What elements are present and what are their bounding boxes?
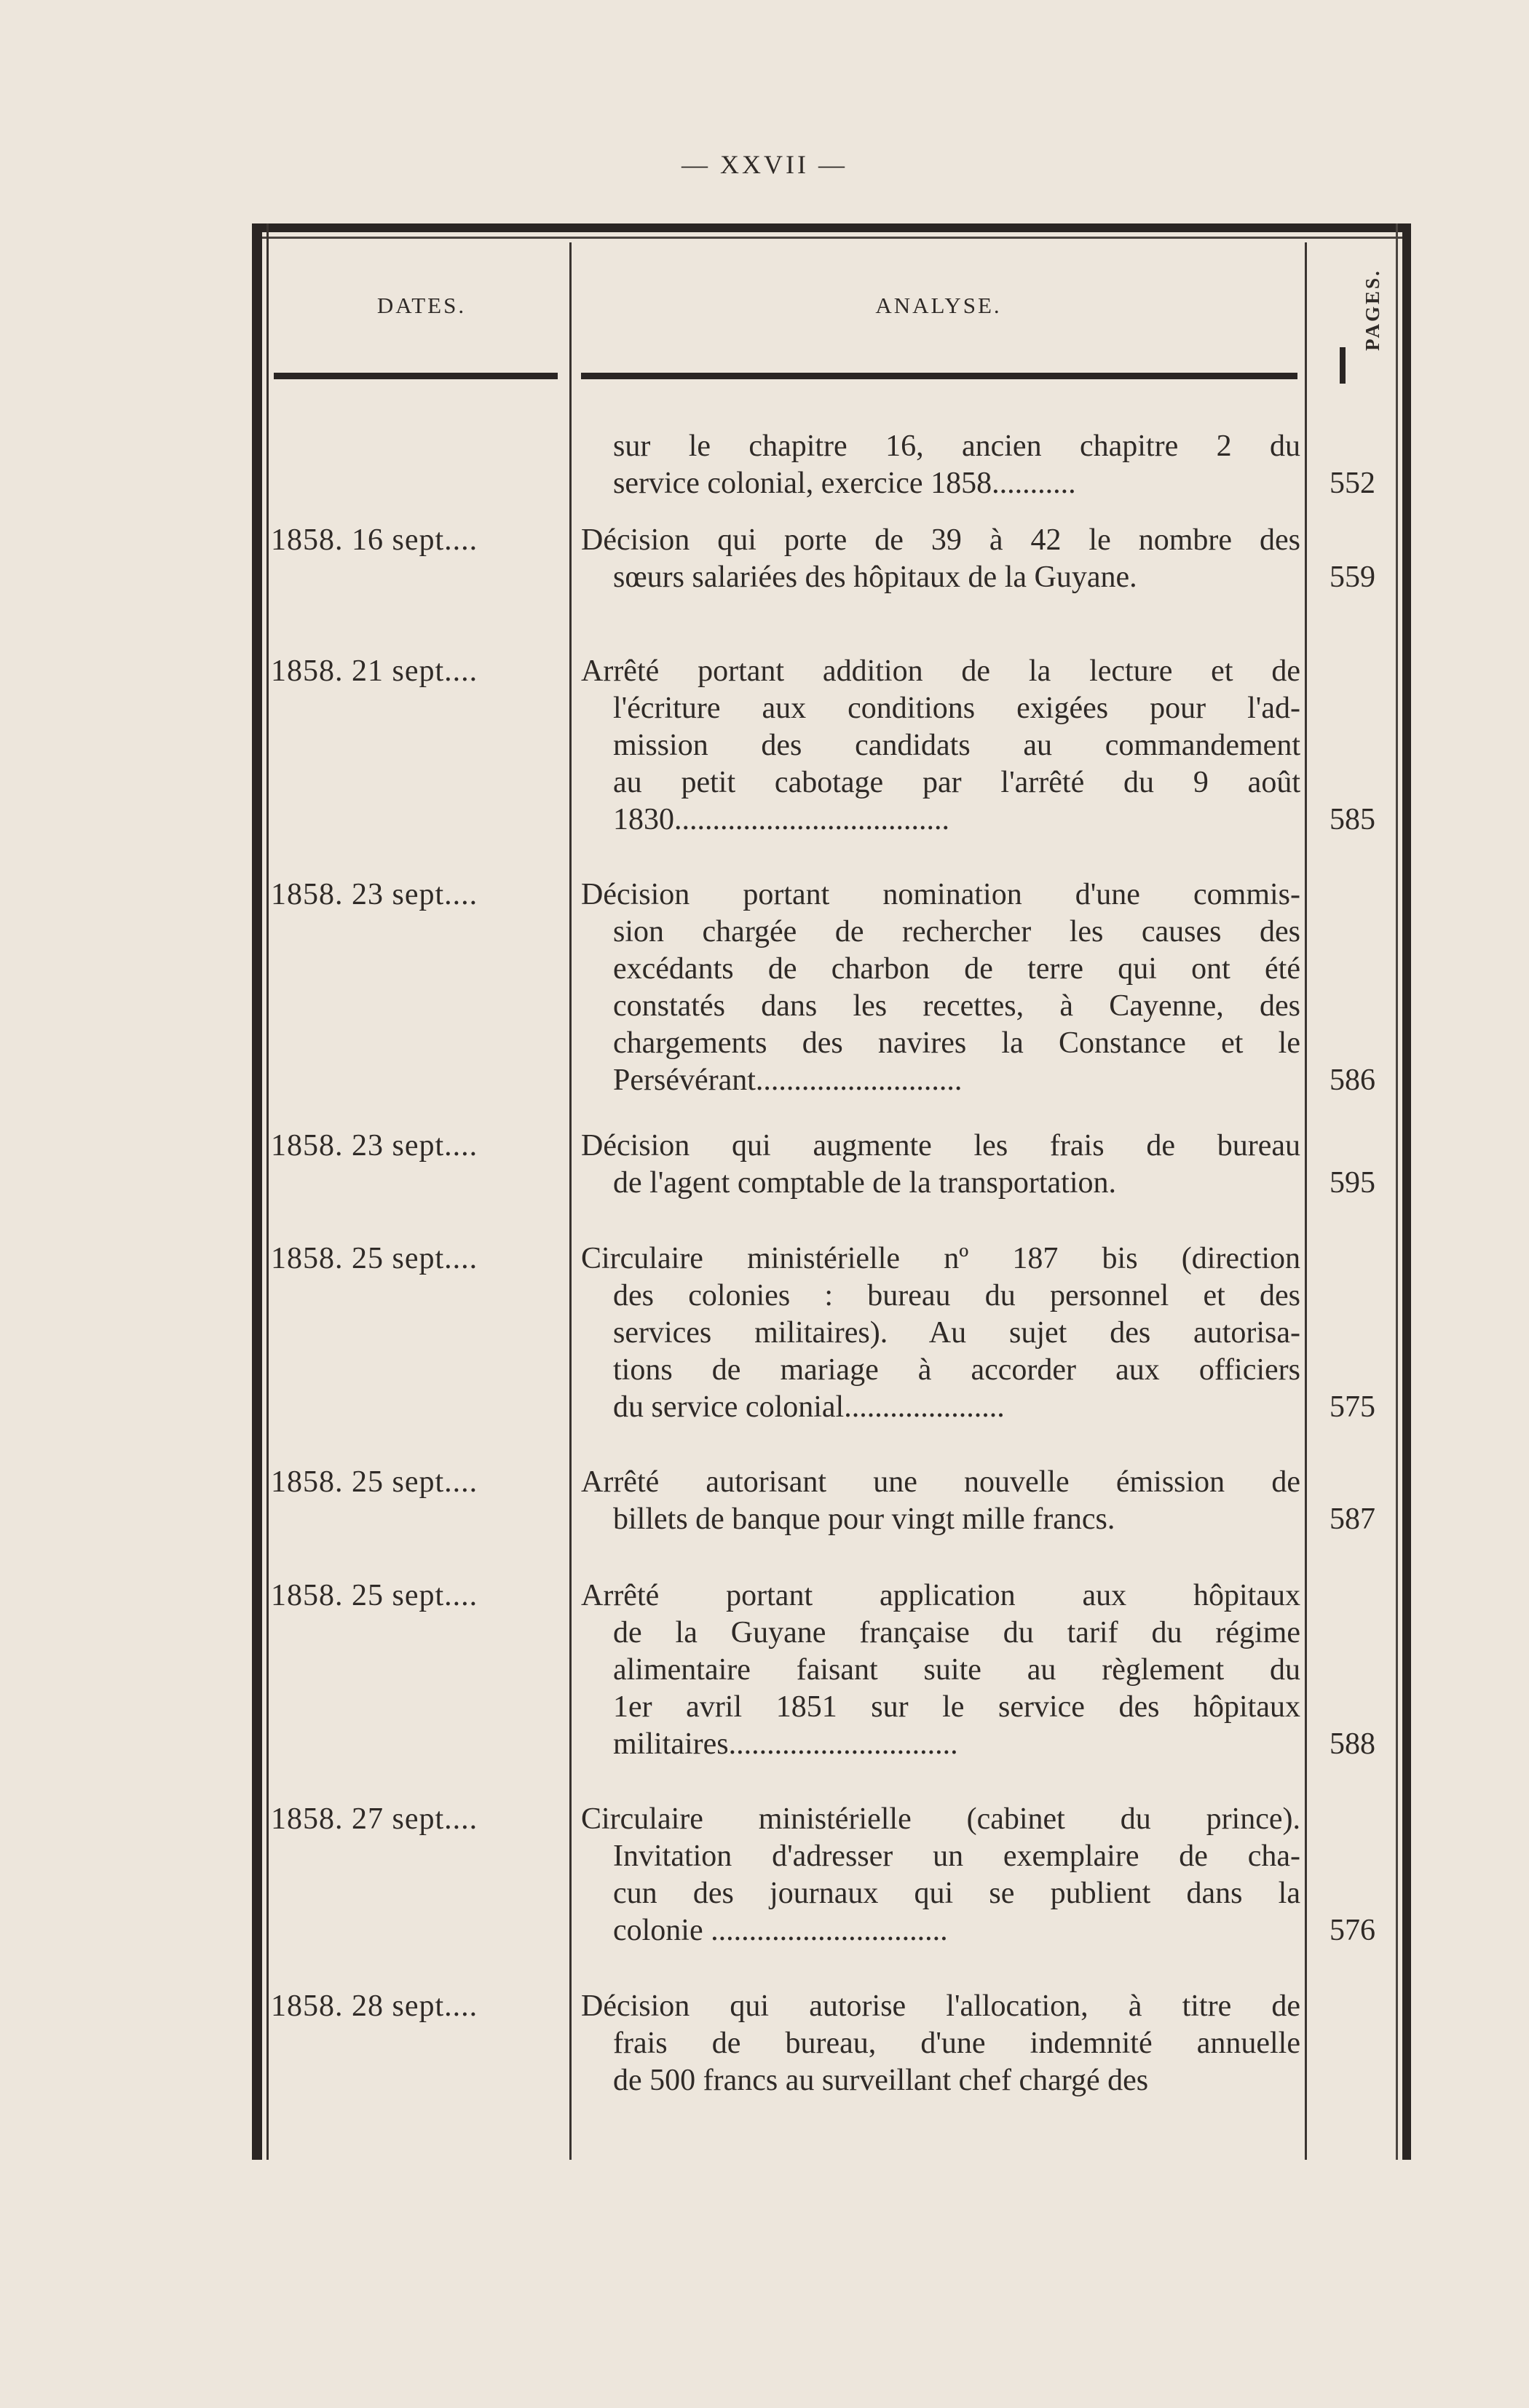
entry-page-number: 595: [1330, 1166, 1375, 1200]
entry-date: 1858. 25 sept....: [271, 1579, 478, 1612]
analysis-line: Décision portant nomination d'une commis-: [581, 878, 1300, 911]
entry-page-number: 588: [1330, 1727, 1375, 1761]
entry-page-number: 575: [1330, 1390, 1375, 1424]
entry-date: 1858. 25 sept....: [271, 1242, 478, 1275]
entry-date: 1858. 27 sept....: [271, 1802, 478, 1836]
entry-page-number: 586: [1330, 1064, 1375, 1097]
dates-header-underline: [274, 373, 558, 379]
analysis-line: Décision qui porte de 39 à 42 le nombre des: [581, 523, 1300, 557]
entry-analysis: [581, 522, 1300, 596]
analysis-line: mission des candidats au commandement: [613, 729, 1300, 762]
entry-analysis: [581, 876, 1300, 1099]
entry-date: 1858. 21 sept....: [271, 654, 478, 688]
analyse-header-underline: [581, 373, 1297, 379]
entry-date: 1858. 25 sept....: [271, 1465, 478, 1499]
entry-analysis: [581, 1577, 1300, 1763]
entry-page-number: 587: [1330, 1502, 1375, 1536]
entry-analysis: [581, 1801, 1300, 1949]
table-left-rule: [252, 223, 262, 2160]
analysis-line: tions de mariage à accorder aux officiers: [613, 1353, 1300, 1387]
entry-analysis: [581, 1128, 1300, 1202]
column-header-pages: PAGES.: [1362, 269, 1383, 351]
table-top-rule: [252, 223, 1411, 232]
analysis-line: du service colonial.....................: [613, 1390, 1005, 1424]
entry-page-number: 576: [1330, 1914, 1375, 1947]
table-right-rule-thin: [1396, 223, 1398, 2160]
analysis-line: Arrêté autorisant une nouvelle émission de: [581, 1465, 1300, 1499]
analyse-column-rule: [1305, 242, 1307, 2160]
entry-analysis: [581, 1240, 1300, 1426]
analysis-line: Décision qui augmente les frais de bureau: [581, 1129, 1300, 1163]
entry-date: 1858. 28 sept....: [271, 1989, 478, 2023]
analysis-line: Circulaire ministérielle (cabinet du prince).: [581, 1802, 1300, 1836]
column-header-dates: DATES.: [376, 293, 467, 318]
entry-analysis: [581, 428, 1300, 502]
analysis-line: chargements des navires la Constance et le: [613, 1026, 1300, 1060]
entry-page-number: 559: [1330, 561, 1375, 594]
analysis-line: billets de banque pour vingt mille francs.: [613, 1502, 1115, 1536]
analysis-line: des colonies : bureau du personnel et des: [613, 1279, 1300, 1312]
analysis-line: sion chargée de rechercher les causes des: [613, 915, 1300, 948]
analysis-line: de 500 francs au surveillant chef chargé des: [613, 2064, 1149, 2097]
analysis-line: Circulaire ministérielle nº 187 bis (direction: [581, 1242, 1300, 1275]
entry-date: 1858. 23 sept....: [271, 1129, 478, 1163]
analysis-line: frais de bureau, d'une indemnité annuelle: [613, 2027, 1300, 2060]
analysis-line: militaires..............................: [613, 1727, 958, 1761]
analysis-line: constatés dans les recettes, à Cayenne, des: [613, 989, 1300, 1023]
dates-column-rule: [569, 242, 572, 2160]
analysis-line: alimentaire faisant suite au règlement du: [613, 1653, 1300, 1687]
analysis-line: Arrêté portant application aux hôpitaux: [581, 1579, 1300, 1612]
page-header: — XXVII —: [681, 150, 848, 179]
table-left-rule-thin: [266, 223, 269, 2160]
analysis-line: Arrêté portant addition de la lecture et de: [581, 654, 1300, 688]
analysis-line: Invitation d'adresser un exemplaire de cha-: [613, 1839, 1300, 1873]
entry-analysis: [581, 1988, 1300, 2099]
entry-analysis: [581, 653, 1300, 839]
column-header-analyse: ANALYSE.: [875, 293, 1002, 318]
analysis-line: 1er avril 1851 sur le service des hôpitaux: [613, 1690, 1300, 1724]
analysis-line: au petit cabotage par l'arrêté du 9 août: [613, 766, 1300, 799]
entry-analysis: [581, 1464, 1300, 1538]
entry-date: 1858. 23 sept....: [271, 878, 478, 911]
analysis-line: colonie ...............................: [613, 1914, 948, 1947]
table-right-rule: [1402, 223, 1411, 2160]
index-table: [252, 223, 1411, 2160]
analysis-line: Décision qui autorise l'allocation, à titre de: [581, 1989, 1300, 2023]
analysis-line: Persévérant...........................: [613, 1064, 963, 1097]
entry-page-number: 585: [1330, 803, 1375, 836]
analysis-line: services militaires). Au sujet des autorisa-: [613, 1316, 1300, 1350]
pages-header-underline: [1340, 347, 1346, 384]
analysis-line: de la Guyane française du tarif du régime: [613, 1616, 1300, 1649]
analysis-line: de l'agent comptable de la transportation.: [613, 1166, 1116, 1200]
analysis-line: excédants de charbon de terre qui ont été: [613, 952, 1300, 986]
entry-date: 1858. 16 sept....: [271, 523, 478, 557]
entry-page-number: 552: [1330, 467, 1375, 500]
analysis-line: cun des journaux qui se publient dans la: [613, 1877, 1300, 1910]
analysis-line: service colonial, exercice 1858...........: [613, 467, 1076, 500]
analysis-line: 1830....................................: [613, 803, 949, 836]
analysis-line: sœurs salariées des hôpitaux de la Guyane.: [613, 561, 1137, 594]
table-top-rule-thin: [252, 237, 1411, 239]
analysis-line: sur le chapitre 16, ancien chapitre 2 du: [613, 429, 1300, 463]
analysis-line: l'écriture aux conditions exigées pour l'ad-: [613, 692, 1300, 725]
